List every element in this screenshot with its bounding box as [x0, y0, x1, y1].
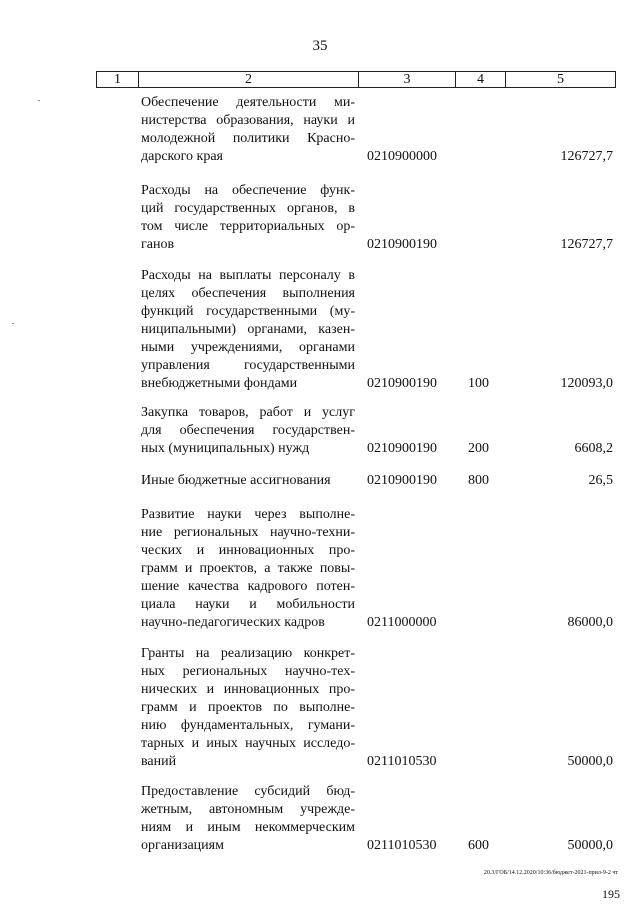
- row-expense-type: 800: [468, 473, 489, 488]
- row-amount: 86000,0: [567, 615, 613, 630]
- column-header-1: 1: [97, 72, 139, 87]
- description-line: ние региональных научно-техни-: [141, 525, 355, 540]
- description-line: нических и инновационных про-: [141, 682, 355, 697]
- description-line: жетным, автономным учрежде-: [141, 802, 355, 817]
- row-code: 0210900190: [367, 237, 437, 252]
- description-line: Иные бюджетные ассигнования: [141, 473, 331, 488]
- description-line: Предоставление субсидий бюд-: [141, 784, 355, 799]
- description-line: тарных и иных научных исследо-: [141, 736, 355, 751]
- row-code: 0211010530: [367, 838, 437, 853]
- description-line: циала науки и мобильности: [141, 597, 355, 612]
- row-description: [141, 94, 355, 166]
- column-header-2: 2: [139, 72, 359, 87]
- description-line: целях обеспечения выполнения: [141, 286, 355, 301]
- page-number: 35: [312, 38, 328, 54]
- column-header-3: 3: [359, 72, 456, 87]
- description-line: дарского края: [141, 149, 223, 164]
- description-line: шение качества кадрового потен-: [141, 579, 355, 594]
- description-line: грамм и проектов по выполне-: [141, 700, 355, 715]
- description-line: грамм и проектов, а также повы-: [141, 561, 355, 576]
- table-header: [96, 71, 616, 88]
- row-amount: 120093,0: [560, 376, 613, 391]
- footer-note: 20.3/ГОБ/14.12.2020/10:36/бюджет-2021-прил-9-2 чт: [483, 870, 618, 876]
- description-line: организациям: [141, 838, 224, 853]
- row-description: [141, 783, 355, 855]
- row-code: 0210900190: [367, 441, 437, 456]
- sheet-number: 195: [602, 887, 620, 901]
- description-line: ниципальными) органами, казен-: [141, 322, 355, 337]
- row-expense-type: 600: [468, 838, 489, 853]
- row-amount: 50000,0: [567, 838, 613, 853]
- description-line: Расходы на обеспечение функ-: [141, 183, 355, 198]
- row-description: [141, 404, 355, 458]
- row-description: [141, 267, 355, 393]
- description-line: ных региональных научно-тех-: [141, 664, 355, 679]
- row-code: 0210900190: [367, 376, 437, 391]
- row-amount: 126727,7: [560, 237, 613, 252]
- description-line: Расходы на выплаты персоналу в: [141, 268, 355, 283]
- description-line: Закупка товаров, работ и услуг: [141, 405, 355, 420]
- scan-speck: [12, 323, 14, 324]
- row-description: [141, 472, 355, 490]
- row-expense-type: 100: [468, 376, 489, 391]
- description-line: ниям и иным некоммерческим: [141, 820, 355, 835]
- row-description: [141, 645, 355, 771]
- description-line: ными учреждениями, органами: [141, 340, 355, 355]
- description-line: ных (муниципальных) нужд: [141, 441, 310, 456]
- description-line: ческих и инновационных про-: [141, 543, 355, 558]
- description-line: Обеспечение деятельности ми-: [141, 95, 355, 110]
- row-amount: 50000,0: [567, 754, 613, 769]
- description-line: управления государственными: [141, 358, 355, 373]
- row-code: 0211010530: [367, 754, 437, 769]
- row-description: [141, 506, 355, 632]
- description-line: ганов: [141, 237, 175, 252]
- description-line: научно-педагогических кадров: [141, 615, 325, 630]
- description-line: ваний: [141, 754, 177, 769]
- column-header-4: 4: [456, 72, 506, 87]
- scan-speck: [38, 100, 40, 101]
- row-code: 0211000000: [367, 615, 437, 630]
- row-amount: 126727,7: [560, 149, 613, 164]
- row-code: 0210900190: [367, 473, 437, 488]
- description-line: Гранты на реализацию конкрет-: [141, 646, 355, 661]
- row-description: [141, 182, 355, 254]
- column-header-5: 5: [557, 72, 564, 87]
- row-amount: 6608,2: [574, 441, 613, 456]
- description-line: нистерства образования, науки и: [141, 113, 355, 128]
- row-code: 0210900000: [367, 149, 437, 164]
- description-line: функций государственными (му-: [141, 304, 355, 319]
- description-line: для обеспечения государствен-: [141, 423, 355, 438]
- row-amount: 26,5: [588, 473, 613, 488]
- description-line: том числе территориальных ор-: [141, 219, 355, 234]
- description-line: ций государственных органов, в: [141, 201, 355, 216]
- row-expense-type: 200: [468, 441, 489, 456]
- description-line: молодежной политики Красно-: [141, 131, 355, 146]
- description-line: Развитие науки через выполне-: [141, 507, 355, 522]
- description-line: внебюджетными фондами: [141, 376, 298, 391]
- description-line: нию фундаментальных, гумани-: [141, 718, 355, 733]
